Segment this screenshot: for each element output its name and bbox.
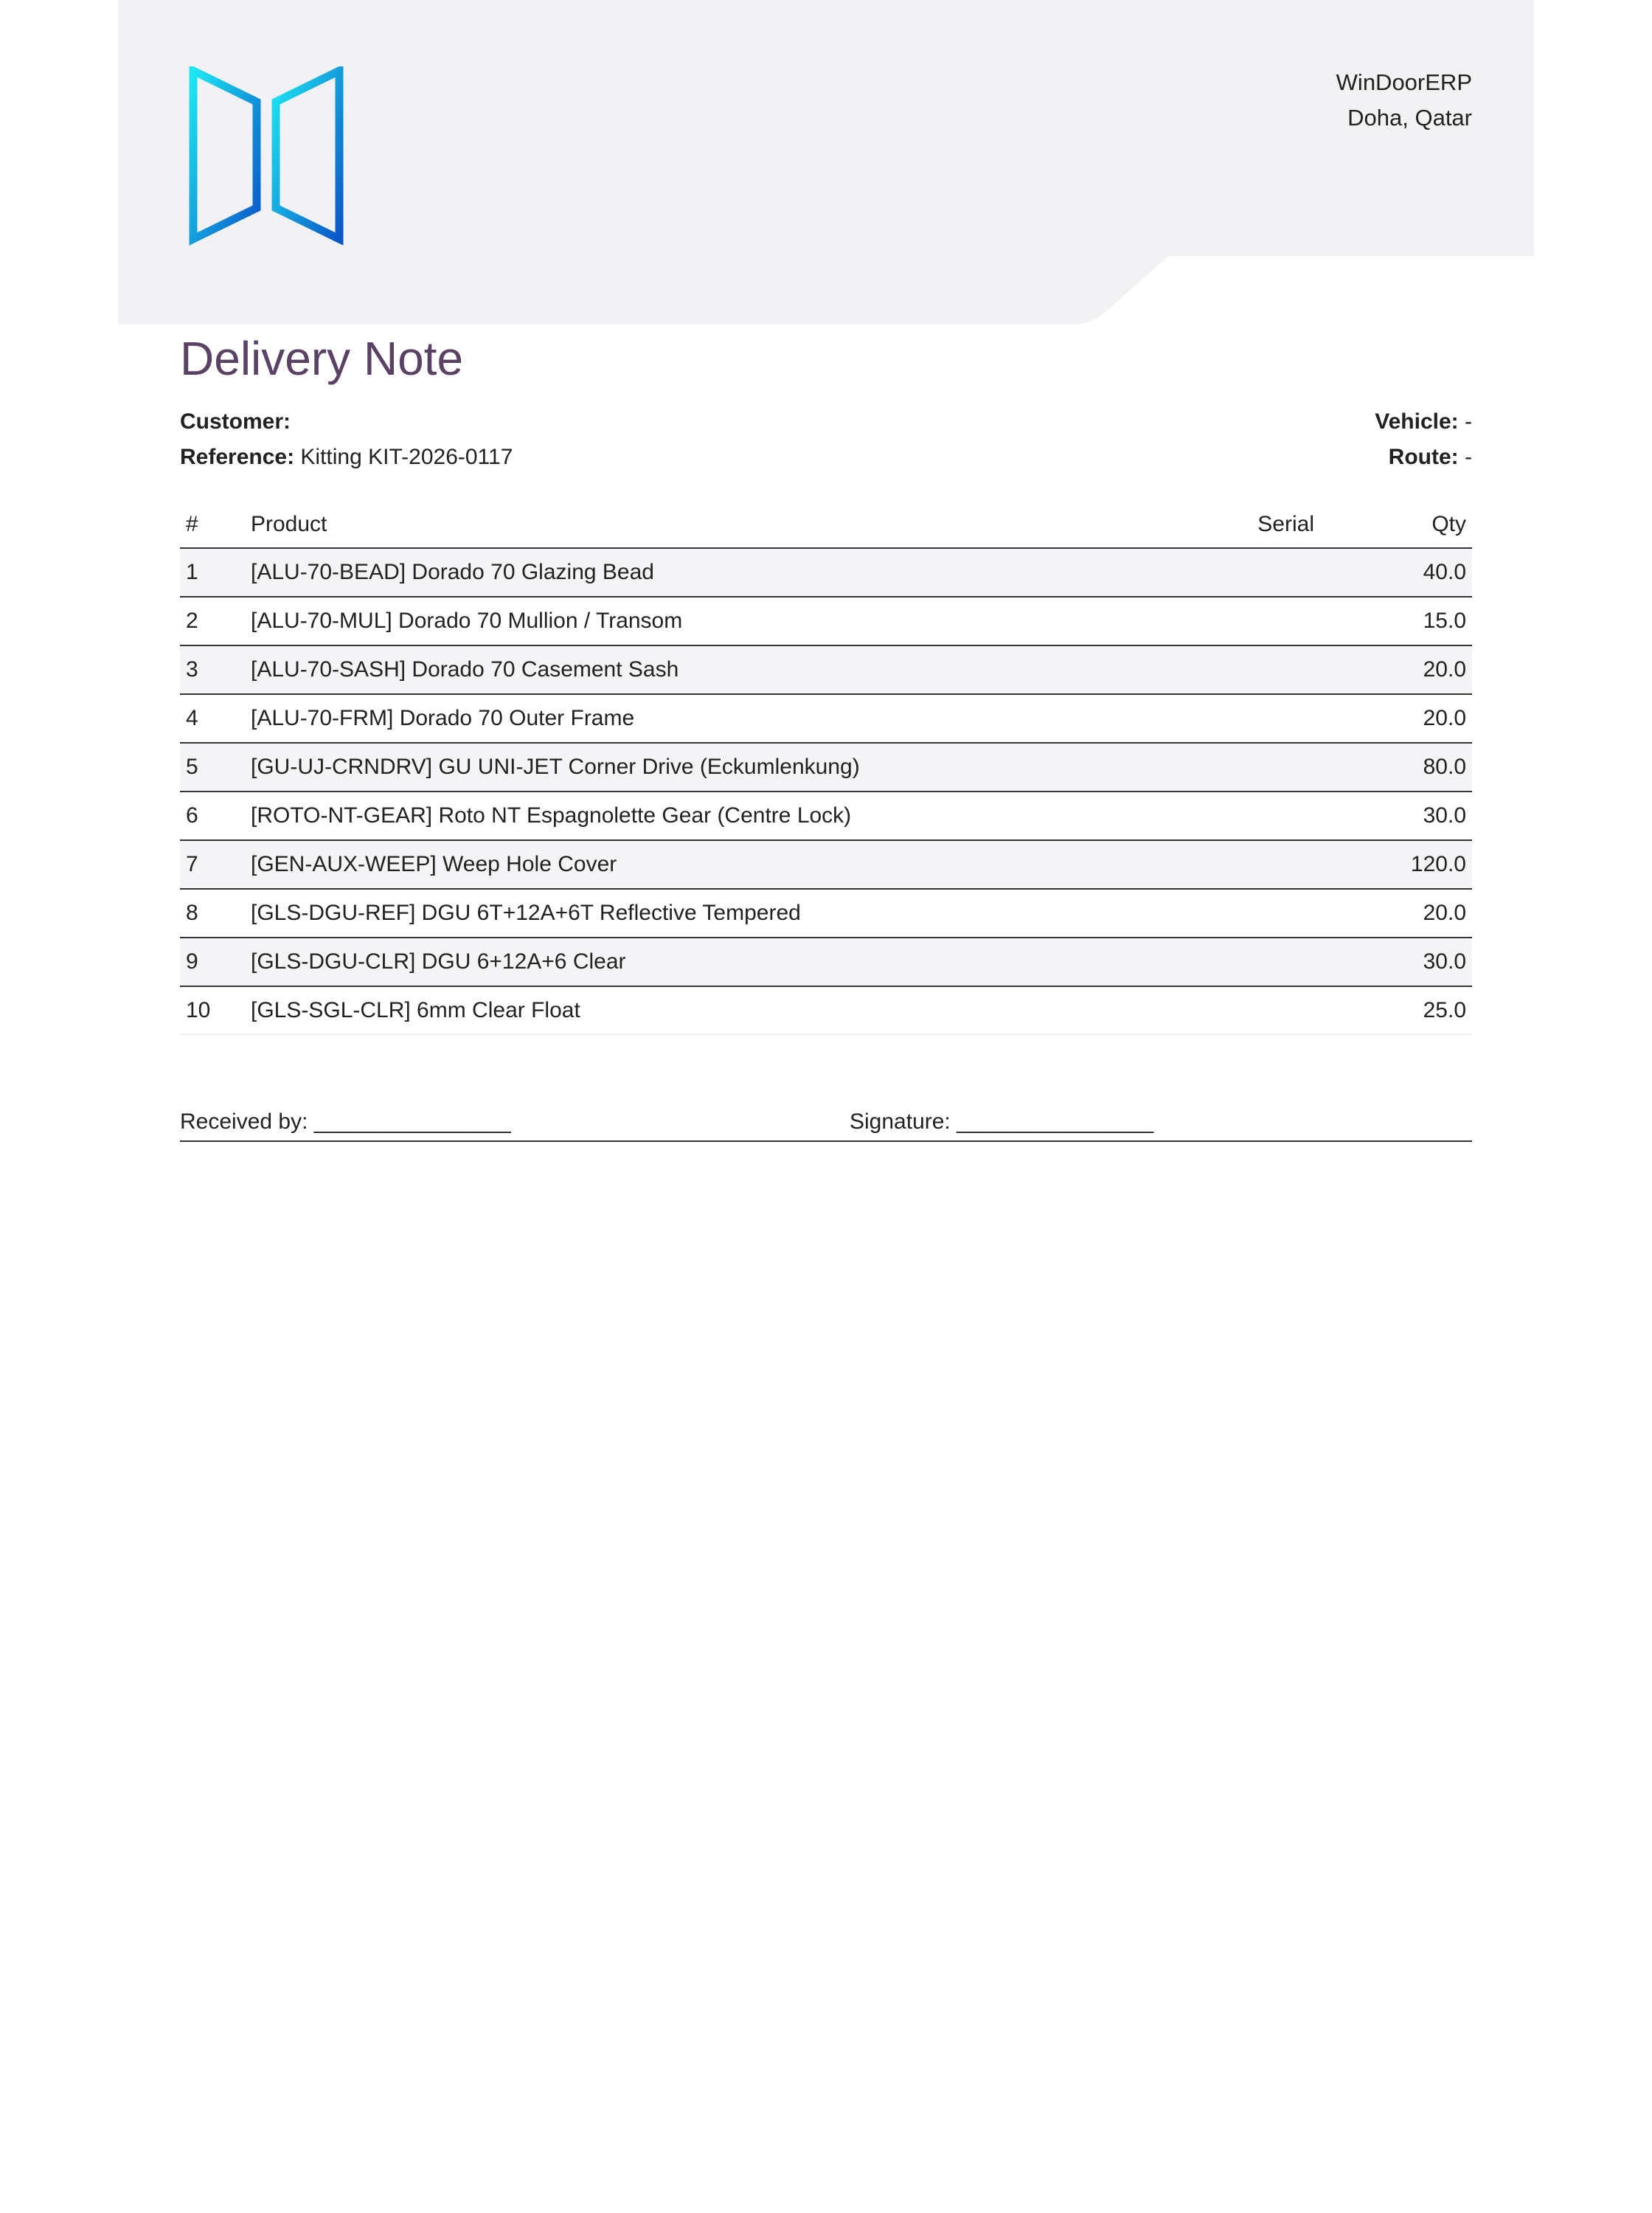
company-address: [1336, 65, 1472, 136]
row-serial: [1168, 792, 1320, 840]
row-qty: 80.0: [1320, 743, 1472, 792]
row-number: 10: [180, 986, 245, 1035]
row-product: [GLS-SGL-CLR] 6mm Clear Float: [245, 986, 1168, 1035]
row-qty: 25.0: [1320, 986, 1472, 1035]
row-serial: [1168, 986, 1320, 1035]
row-number: 9: [180, 938, 245, 986]
row-product: [ALU-70-FRM] Dorado 70 Outer Frame: [245, 694, 1168, 743]
vehicle-field: [1375, 404, 1472, 440]
row-serial: [1168, 840, 1320, 889]
row-number: 1: [180, 548, 245, 597]
table-row: [180, 889, 1472, 938]
row-number: 6: [180, 792, 245, 840]
table-row: [180, 645, 1472, 694]
row-serial: [1168, 548, 1320, 597]
route-value: -: [1465, 445, 1472, 469]
row-qty: 20.0: [1320, 645, 1472, 694]
vehicle-value: -: [1465, 409, 1472, 434]
row-number: 2: [180, 597, 245, 645]
table-row: [180, 792, 1472, 840]
table-row: [180, 548, 1472, 597]
company-location: Doha, Qatar: [1347, 105, 1472, 131]
row-qty: 15.0: [1320, 597, 1472, 645]
table-row: [180, 840, 1472, 889]
delivery-note-page: [118, 0, 1534, 2213]
column-header-product: Product: [245, 502, 1168, 548]
row-qty: 120.0: [1320, 840, 1472, 889]
row-number: 3: [180, 645, 245, 694]
reference-value: Kitting KIT-2026-0117: [300, 445, 513, 469]
info-row-2: [180, 440, 1472, 475]
row-number: 8: [180, 889, 245, 938]
vehicle-label: Vehicle:: [1375, 409, 1459, 434]
row-serial: [1168, 743, 1320, 792]
route-label: Route:: [1388, 445, 1459, 469]
table-header-row: [180, 502, 1472, 548]
row-number: 5: [180, 743, 245, 792]
row-product: [GU-UJ-CRNDRV] GU UNI-JET Corner Drive (Eckumlenkung): [245, 743, 1168, 792]
reference-field: [180, 440, 513, 475]
column-header-number: #: [180, 502, 245, 548]
delivery-lines-table: [180, 502, 1472, 1035]
column-header-qty: Qty: [1320, 502, 1472, 548]
row-qty: 30.0: [1320, 792, 1472, 840]
document-title: Delivery Note: [180, 332, 464, 385]
row-qty: 20.0: [1320, 694, 1472, 743]
row-number: 7: [180, 840, 245, 889]
company-name: WinDoorERP: [1336, 69, 1472, 95]
row-qty: 40.0: [1320, 548, 1472, 597]
row-product: [ALU-70-SASH] Dorado 70 Casement Sash: [245, 645, 1168, 694]
received-by-line: Received by: ________________: [180, 1109, 511, 1134]
table-row: [180, 743, 1472, 792]
customer-field: [180, 404, 291, 440]
window-logo-icon: [189, 66, 344, 247]
row-product: [ALU-70-BEAD] Dorado 70 Glazing Bead: [245, 548, 1168, 597]
row-serial: [1168, 645, 1320, 694]
row-serial: [1168, 597, 1320, 645]
table-row: [180, 938, 1472, 986]
table-row: [180, 597, 1472, 645]
row-qty: 20.0: [1320, 889, 1472, 938]
signature-section: [180, 1104, 1472, 1142]
row-product: [GLS-DGU-REF] DGU 6T+12A+6T Reflective Tempered: [245, 889, 1168, 938]
column-header-serial: Serial: [1168, 502, 1320, 548]
info-row-1: [180, 404, 1472, 440]
row-qty: 30.0: [1320, 938, 1472, 986]
route-field: [1389, 440, 1472, 475]
row-product: [GLS-DGU-CLR] DGU 6+12A+6 Clear: [245, 938, 1168, 986]
row-serial: [1168, 938, 1320, 986]
row-product: [ROTO-NT-GEAR] Roto NT Espagnolette Gear (Centre Lock): [245, 792, 1168, 840]
reference-label: Reference:: [180, 445, 295, 469]
table-row: [180, 986, 1472, 1035]
row-product: [ALU-70-MUL] Dorado 70 Mullion / Transom: [245, 597, 1168, 645]
row-product: [GEN-AUX-WEEP] Weep Hole Cover: [245, 840, 1168, 889]
signature-line: Signature: ________________: [850, 1109, 1154, 1134]
row-serial: [1168, 889, 1320, 938]
customer-label: Customer:: [180, 409, 291, 434]
table-row: [180, 694, 1472, 743]
row-serial: [1168, 694, 1320, 743]
row-number: 4: [180, 694, 245, 743]
